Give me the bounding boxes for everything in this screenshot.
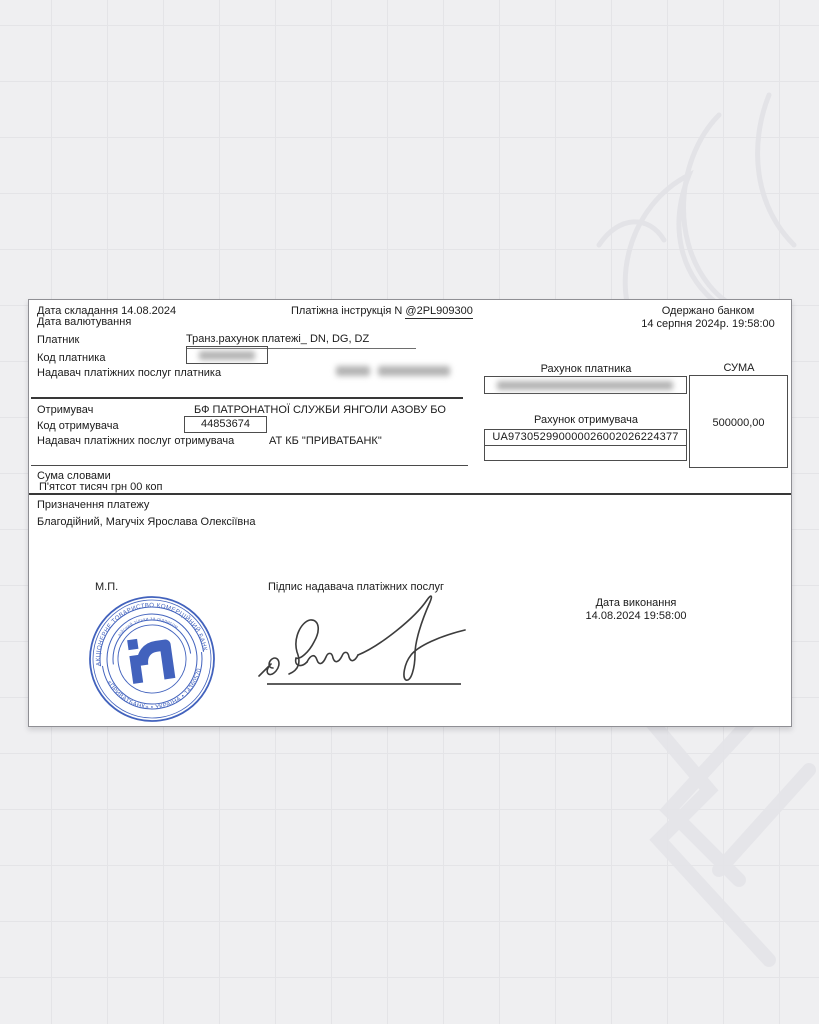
payer-code-label: Код платника bbox=[37, 352, 106, 364]
recipient-label: Отримувач bbox=[37, 404, 94, 416]
stamp-ring-text-top: АКЦІОНЕРНЕ ТОВАРИСТВО КОМЕРЦІЙНИЙ БАНК bbox=[94, 601, 209, 667]
purpose-value: Благодійний, Магучіх Ярослава Олексіївна bbox=[37, 516, 256, 528]
payer-psp-label: Надавач платіжних послуг платника bbox=[37, 367, 222, 379]
instruction-number: @2PL909300 bbox=[405, 305, 473, 317]
instruction-title bbox=[291, 305, 473, 318]
payer-code-box bbox=[186, 346, 268, 364]
purpose-label: Призначення платежу bbox=[37, 499, 150, 511]
signature bbox=[255, 592, 487, 692]
divider-words bbox=[31, 465, 468, 466]
signature-line bbox=[267, 683, 461, 685]
received-value: 14 серпня 2024р. 19:58:00 bbox=[641, 317, 775, 330]
execution-date-value: 14.08.2024 19:58:00 bbox=[585, 609, 687, 622]
amount-words-label: Сума словами bbox=[37, 470, 111, 482]
amount-words-value: П'ятсот тисяч грн 00 коп bbox=[39, 481, 163, 493]
recipient-value: БФ ПАТРОНАТНОЇ СЛУЖБИ ЯНГОЛИ АЗОВУ БО bbox=[194, 404, 446, 416]
recipient-account-label: Рахунок отримувача bbox=[534, 414, 638, 426]
payer-account-box bbox=[484, 376, 687, 394]
stamp-ring-text-bottom: «ПРИВАТБАНК» • УКРАЇНА • 14360570 bbox=[105, 667, 204, 712]
redacted-payer-account bbox=[497, 381, 673, 390]
date-created-label: Дата складання bbox=[37, 305, 119, 317]
received-label: Одержано банком bbox=[661, 305, 755, 317]
recipient-code-label: Код отримувача bbox=[37, 420, 119, 432]
redacted-payer-psp bbox=[336, 365, 450, 378]
value-date-label: Дата валютування bbox=[37, 316, 132, 328]
execution-date-label: Дата виконання bbox=[595, 597, 677, 609]
recipient-account-box bbox=[484, 429, 687, 446]
divider-recipient bbox=[31, 397, 463, 399]
svg-text:«ПРИВАТБАНК» • УКРАЇНА • 14360 bbox=[105, 666, 208, 717]
privatbank-stamp bbox=[86, 594, 218, 725]
payment-instruction-document bbox=[28, 299, 792, 727]
recipient-code-value: 44853674 bbox=[201, 418, 250, 430]
divider-purpose bbox=[29, 493, 791, 495]
amount-header: СУМА bbox=[723, 362, 755, 374]
instruction-label: Платіжна інструкція N bbox=[291, 305, 403, 317]
redacted-payer-code bbox=[199, 351, 255, 360]
recipient-account-value: UA973052990000026002026224377 bbox=[492, 431, 679, 443]
execution-date bbox=[551, 597, 721, 622]
recipient-account-empty-box bbox=[484, 445, 687, 461]
recipient-psp-label: Надавач платіжних послуг отримувача bbox=[37, 435, 235, 447]
payer-value: Транз.рахунок платежі_ DN, DG, DZ bbox=[186, 333, 416, 349]
recipient-psp-value: АТ КБ "ПРИВАТБАНК" bbox=[269, 435, 382, 447]
date-created-value: 14.08.2024 bbox=[121, 305, 177, 317]
payer-label: Платник bbox=[37, 334, 80, 346]
privatbank-logo-icon bbox=[127, 635, 170, 684]
payer-account-label: Рахунок платника bbox=[540, 363, 632, 375]
received-by-bank bbox=[618, 305, 798, 330]
signature-label: Підпис надавача платіжних послуг bbox=[268, 581, 445, 593]
stamp-inner-ring-text: дійсний тільки за підписом bbox=[116, 615, 180, 638]
seal-place-label: М.П. bbox=[95, 581, 119, 593]
recipient-code-box bbox=[184, 416, 267, 433]
amount-value: 500000,00 bbox=[712, 417, 765, 429]
